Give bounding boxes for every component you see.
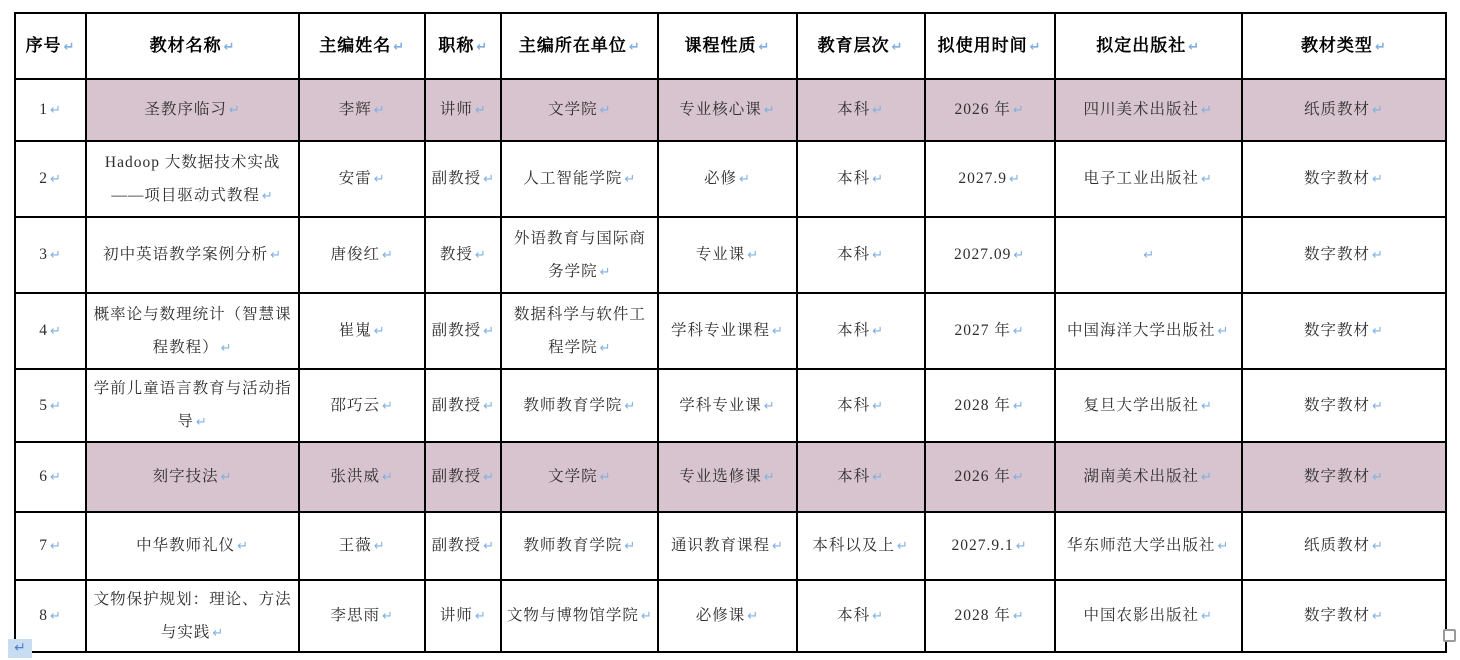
header-cell-serial-number[interactable] [15, 13, 86, 79]
cell-planned-publisher[interactable] [1055, 512, 1242, 580]
cell-textbook-name[interactable] [86, 79, 299, 141]
cell-planned-use-time[interactable] [925, 512, 1055, 580]
header-textbook-type-text: 教材类型 [1300, 36, 1373, 56]
cell-planned-publisher-text: 中国海洋大学出版社 [1067, 322, 1216, 340]
cell-textbook-name-text: 圣教序临习 [144, 101, 227, 119]
cell-textbook-type[interactable] [1242, 369, 1446, 442]
end-of-cell-mark-icon: ↵ [220, 341, 233, 356]
end-of-cell-mark-icon: ↵ [599, 265, 612, 280]
cell-education-level-text: 本科 [837, 170, 871, 188]
cell-textbook-name-text: 中华教师礼仪 [136, 536, 236, 554]
cell-planned-publisher-text: 电子工业出版社 [1083, 170, 1200, 188]
cell-textbook-type-text: 数字教材 [1303, 170, 1370, 188]
cell-serial-number-text: 6 [39, 467, 48, 485]
end-of-cell-mark-icon: ↵ [1371, 172, 1384, 188]
header-planned-use-time-text: 拟使用时间 [937, 36, 1028, 56]
cell-editor-name-text: 李思雨 [330, 607, 381, 625]
cell-editor-title-text: 副教授 [431, 322, 482, 340]
cell-textbook-type[interactable] [1242, 442, 1446, 512]
cell-editor-name[interactable] [299, 79, 425, 141]
table-row [15, 293, 1446, 369]
cell-serial-number-text: 7 [39, 536, 48, 554]
cell-textbook-name[interactable] [86, 141, 299, 217]
cell-serial-number-text: 3 [39, 246, 48, 264]
cell-course-nature[interactable] [658, 580, 796, 653]
end-of-cell-mark-icon: ↵ [373, 172, 386, 188]
header-cell-education-level[interactable] [797, 13, 925, 79]
end-of-cell-mark-icon: ↵ [872, 172, 885, 188]
cell-editor-name[interactable] [299, 512, 425, 580]
cell-education-level-text: 本科 [837, 607, 871, 625]
cell-textbook-type[interactable] [1242, 293, 1446, 369]
end-of-cell-mark-icon: ↵ [872, 103, 885, 119]
end-of-cell-mark-icon: ↵ [872, 248, 885, 264]
cell-course-nature[interactable] [658, 369, 796, 442]
header-cell-planned-publisher[interactable] [1055, 13, 1242, 79]
end-of-cell-mark-icon: ↵ [220, 469, 233, 485]
end-of-cell-mark-icon: ↵ [474, 248, 487, 264]
cell-course-nature[interactable] [658, 442, 796, 512]
header-cell-course-nature[interactable] [658, 13, 796, 79]
cell-course-nature[interactable] [658, 512, 796, 580]
end-of-cell-mark-icon: ↵ [891, 40, 904, 56]
end-of-cell-mark-icon: ↵ [49, 469, 62, 485]
cell-textbook-type[interactable] [1242, 141, 1446, 217]
cell-serial-number[interactable] [15, 79, 86, 141]
cell-textbook-name[interactable] [86, 369, 299, 442]
cell-serial-number[interactable] [15, 512, 86, 580]
cell-education-level[interactable] [797, 369, 925, 442]
table-row [15, 369, 1446, 442]
cell-planned-publisher[interactable] [1055, 580, 1242, 653]
table-body [15, 79, 1446, 652]
end-of-cell-mark-icon: ↵ [872, 609, 885, 625]
cell-editor-name[interactable] [299, 369, 425, 442]
end-of-cell-mark-icon: ↵ [628, 40, 641, 56]
end-of-cell-mark-icon: ↵ [474, 103, 487, 119]
cell-serial-number-text: 8 [39, 607, 48, 625]
cell-planned-use-time-text: 2027.9 [958, 170, 1007, 188]
cell-serial-number[interactable] [15, 293, 86, 369]
header-editor-title-text: 职称 [438, 36, 475, 56]
end-of-cell-mark-icon: ↵ [1201, 609, 1213, 625]
end-of-cell-mark-icon: ↵ [739, 172, 751, 188]
end-of-cell-mark-icon: ↵ [1012, 103, 1025, 119]
end-of-cell-mark-icon: ↵ [49, 324, 62, 340]
cell-textbook-type-text: 数字教材 [1303, 246, 1370, 264]
header-editor-unit-text: 主编所在单位 [518, 36, 627, 56]
textbook-plan-table [14, 12, 1447, 653]
cell-editor-unit-text: 教师教育学院 [523, 396, 623, 414]
end-of-cell-mark-icon: ↵ [1012, 398, 1025, 414]
cell-textbook-name-text: 文物保护规划：理论、方法与实践 [93, 590, 292, 641]
table-row [15, 217, 1446, 293]
cell-planned-use-time-text: 2028 年 [954, 396, 1011, 414]
end-of-cell-mark-icon: ↵ [772, 324, 784, 340]
end-of-cell-mark-icon: ↵ [1143, 248, 1156, 264]
header-editor-name-text: 主编姓名 [319, 36, 392, 56]
end-of-cell-mark-icon: ↵ [476, 40, 489, 56]
end-of-cell-mark-icon: ↵ [747, 609, 760, 625]
cell-editor-unit[interactable] [501, 512, 658, 580]
end-of-cell-mark-icon: ↵ [599, 341, 612, 356]
end-of-cell-mark-icon: ↵ [237, 538, 250, 554]
cell-serial-number-text: 1 [39, 101, 48, 119]
cell-planned-publisher-text: 湖南美术出版社 [1083, 467, 1200, 485]
end-of-cell-mark-icon: ↵ [763, 103, 776, 119]
cell-editor-title[interactable] [425, 79, 501, 141]
cell-textbook-type[interactable] [1242, 580, 1446, 653]
end-of-cell-mark-icon: ↵ [373, 538, 386, 554]
end-of-cell-mark-icon: ↵ [624, 398, 637, 414]
cell-planned-publisher[interactable] [1055, 141, 1242, 217]
cell-editor-unit-text: 文学院 [548, 467, 598, 485]
cell-education-level[interactable] [797, 580, 925, 653]
cell-planned-use-time[interactable] [925, 79, 1055, 141]
end-of-cell-mark-icon: ↵ [1012, 609, 1025, 625]
end-of-cell-mark-icon: ↵ [1188, 40, 1201, 56]
end-of-cell-mark-icon: ↵ [1015, 538, 1028, 554]
end-of-cell-mark-icon: ↵ [758, 40, 771, 56]
header-planned-publisher-text: 拟定出版社 [1096, 36, 1187, 56]
cell-education-level-text: 本科 [837, 101, 871, 119]
cell-textbook-type-text: 数字教材 [1303, 396, 1370, 414]
cell-textbook-type-text: 数字教材 [1303, 322, 1370, 340]
end-of-cell-mark-icon: ↵ [1201, 103, 1213, 119]
cell-textbook-name-text: Hadoop 大数据技术实战——项目驱动式教程 [104, 153, 281, 204]
header-cell-textbook-type[interactable] [1242, 13, 1446, 79]
cell-editor-name-text: 安雷 [338, 170, 372, 188]
end-of-cell-mark-icon: ↵ [772, 538, 784, 554]
cell-textbook-name[interactable] [86, 217, 299, 293]
cell-planned-publisher[interactable] [1055, 442, 1242, 512]
end-of-cell-mark-icon: ↵ [49, 398, 62, 414]
header-serial-number-text: 序号 [25, 36, 62, 56]
cell-textbook-name[interactable] [86, 442, 299, 512]
end-of-cell-mark-icon: ↵ [49, 609, 62, 625]
cell-editor-unit-text: 数据科学与软件工程学院 [513, 305, 646, 356]
cell-editor-name-text: 李辉 [338, 101, 372, 119]
cell-planned-use-time-text: 2026 年 [954, 467, 1011, 485]
cell-textbook-name[interactable] [86, 512, 299, 580]
cell-course-nature[interactable] [658, 217, 796, 293]
end-of-cell-mark-icon: ↵ [382, 398, 394, 414]
cell-textbook-name[interactable] [86, 580, 299, 653]
end-of-cell-mark-icon: ↵ [393, 40, 406, 56]
cell-education-level-text: 本科 [837, 467, 871, 485]
cell-textbook-type[interactable] [1242, 512, 1446, 580]
cell-planned-use-time-text: 2027.9.1 [951, 536, 1014, 554]
end-of-cell-mark-icon: ↵ [212, 625, 225, 641]
cell-planned-publisher-text: 华东师范大学出版社 [1067, 536, 1216, 554]
return-mark-icon: ↵ [14, 640, 26, 656]
header-row [15, 13, 1446, 79]
end-of-cell-mark-icon: ↵ [872, 324, 885, 340]
cell-course-nature-text: 必修 [704, 170, 738, 188]
cell-editor-title[interactable] [425, 512, 501, 580]
end-of-cell-mark-icon: ↵ [1217, 324, 1230, 340]
cell-editor-title[interactable] [425, 580, 501, 653]
header-cell-editor-name[interactable] [299, 13, 425, 79]
end-of-cell-mark-icon: ↵ [195, 415, 208, 431]
end-of-cell-mark-icon: ↵ [763, 398, 776, 414]
end-of-cell-mark-icon: ↵ [624, 172, 637, 188]
end-of-cell-mark-icon: ↵ [1371, 324, 1384, 340]
end-of-cell-mark-icon: ↵ [1374, 40, 1387, 56]
header-cell-planned-use-time[interactable] [925, 13, 1055, 79]
end-of-cell-mark-icon: ↵ [1371, 609, 1384, 625]
end-of-cell-mark-icon: ↵ [763, 469, 776, 485]
cell-planned-publisher-text: 中国农影出版社 [1083, 607, 1200, 625]
end-of-cell-mark-icon: ↵ [483, 324, 495, 340]
header-cell-editor-title[interactable] [425, 13, 501, 79]
end-of-cell-mark-icon: ↵ [1371, 538, 1384, 554]
end-of-cell-mark-icon: ↵ [223, 40, 236, 56]
cell-planned-publisher-text: 复旦大学出版社 [1083, 396, 1200, 414]
end-of-cell-mark-icon: ↵ [1371, 469, 1384, 485]
end-of-cell-mark-icon: ↵ [261, 189, 274, 204]
cell-textbook-name-text: 学前儿童语言教育与活动指导 [93, 380, 292, 431]
cell-editor-unit[interactable] [501, 79, 658, 141]
header-course-nature-text: 课程性质 [684, 36, 757, 56]
cell-editor-title-text: 副教授 [431, 467, 482, 485]
cell-course-nature-text: 通识教育课程 [671, 536, 771, 554]
cell-serial-number-text: 2 [39, 170, 48, 188]
end-of-cell-mark-icon: ↵ [1371, 248, 1384, 264]
cell-editor-title[interactable] [425, 293, 501, 369]
end-of-cell-mark-icon: ↵ [49, 103, 62, 119]
cell-textbook-name-text: 初中英语教学案例分析 [103, 246, 269, 264]
table-header [15, 13, 1446, 79]
cell-editor-unit[interactable] [501, 369, 658, 442]
cell-textbook-name-text: 概率论与数理统计（智慧课程教程） [93, 305, 292, 356]
cell-editor-name[interactable] [299, 580, 425, 653]
cell-editor-title-text: 副教授 [431, 170, 482, 188]
cell-course-nature-text: 必修课 [695, 607, 746, 625]
cell-course-nature-text: 专业选修课 [679, 467, 762, 485]
cell-planned-use-time[interactable] [925, 293, 1055, 369]
cell-planned-use-time-text: 2026 年 [954, 101, 1011, 119]
end-of-cell-mark-icon: ↵ [1201, 172, 1213, 188]
end-of-cell-mark-icon: ↵ [1012, 469, 1025, 485]
header-education-level-text: 教育层次 [817, 36, 890, 56]
end-of-cell-mark-icon: ↵ [228, 103, 241, 119]
cell-editor-title-text: 副教授 [431, 536, 482, 554]
cell-planned-publisher-text: 四川美术出版社 [1083, 101, 1200, 119]
cell-editor-name[interactable] [299, 141, 425, 217]
end-of-cell-mark-icon: ↵ [270, 248, 283, 264]
cell-editor-name-text: 王薇 [338, 536, 372, 554]
cell-education-level-text: 本科以及上 [812, 536, 895, 554]
cell-course-nature[interactable] [658, 293, 796, 369]
cell-serial-number-text: 5 [39, 396, 48, 414]
end-of-cell-mark-icon: ↵ [49, 538, 62, 554]
cell-planned-use-time[interactable] [925, 369, 1055, 442]
cell-editor-unit[interactable] [501, 217, 658, 293]
end-of-cell-mark-icon: ↵ [1217, 538, 1230, 554]
cell-editor-name[interactable] [299, 217, 425, 293]
cell-editor-unit[interactable] [501, 442, 658, 512]
cell-textbook-type-text: 纸质教材 [1303, 101, 1370, 119]
cell-editor-name-text: 邵巧云 [330, 396, 381, 414]
table-row [15, 79, 1446, 141]
cell-education-level[interactable] [797, 442, 925, 512]
cell-planned-use-time[interactable] [925, 141, 1055, 217]
cell-course-nature-text: 学科专业课 [679, 396, 762, 414]
cell-editor-title[interactable] [425, 442, 501, 512]
cell-editor-unit-text: 文学院 [548, 101, 598, 119]
cell-course-nature[interactable] [658, 141, 796, 217]
end-of-cell-mark-icon: ↵ [599, 103, 612, 119]
header-cell-textbook-name[interactable] [86, 13, 299, 79]
cell-editor-unit[interactable] [501, 580, 658, 653]
cell-planned-publisher[interactable] [1055, 79, 1242, 141]
table-row [15, 512, 1446, 580]
cell-education-level-text: 本科 [837, 322, 871, 340]
end-of-cell-mark-icon: ↵ [1008, 172, 1021, 188]
table-row [15, 141, 1446, 217]
end-of-cell-mark-icon: ↵ [483, 398, 495, 414]
cell-editor-unit-text: 外语教育与国际商务学院 [513, 229, 646, 280]
cell-editor-name-text: 张洪威 [330, 467, 381, 485]
cell-textbook-name-text: 刻字技法 [152, 467, 219, 485]
end-of-cell-mark-icon: ↵ [382, 248, 394, 264]
cell-editor-name[interactable] [299, 442, 425, 512]
cell-editor-title-text: 讲师 [439, 101, 473, 119]
paragraph-mark-below-table [8, 639, 32, 658]
cell-course-nature-text: 专业课 [695, 246, 746, 264]
cell-education-level-text: 本科 [837, 396, 871, 414]
cell-textbook-type-text: 纸质教材 [1303, 536, 1370, 554]
end-of-cell-mark-icon: ↵ [1201, 469, 1213, 485]
cell-planned-use-time[interactable] [925, 580, 1055, 653]
end-of-cell-mark-icon: ↵ [483, 469, 495, 485]
cell-serial-number-text: 4 [39, 322, 48, 340]
cell-textbook-type[interactable] [1242, 79, 1446, 141]
cell-textbook-name[interactable] [86, 293, 299, 369]
cell-editor-title[interactable] [425, 369, 501, 442]
cell-editor-title-text: 讲师 [439, 607, 473, 625]
cell-editor-unit[interactable] [501, 293, 658, 369]
cell-serial-number[interactable] [15, 141, 86, 217]
cell-planned-use-time[interactable] [925, 217, 1055, 293]
end-of-cell-mark-icon: ↵ [483, 538, 495, 554]
cell-planned-use-time-text: 2027.09 [953, 246, 1012, 264]
cell-textbook-type-text: 数字教材 [1303, 467, 1370, 485]
end-of-cell-mark-icon: ↵ [382, 469, 394, 485]
end-of-cell-mark-icon: ↵ [483, 172, 495, 188]
cell-education-level[interactable] [797, 217, 925, 293]
end-of-cell-mark-icon: ↵ [373, 103, 386, 119]
cell-textbook-type[interactable] [1242, 217, 1446, 293]
table-row [15, 580, 1446, 653]
end-of-cell-mark-icon: ↵ [624, 538, 637, 554]
end-of-cell-mark-icon: ↵ [1201, 398, 1213, 414]
cell-education-level-text: 本科 [837, 246, 871, 264]
cell-planned-publisher[interactable] [1055, 369, 1242, 442]
cell-textbook-type-text: 数字教材 [1303, 607, 1370, 625]
cell-planned-use-time-text: 2027 年 [954, 322, 1011, 340]
cell-course-nature[interactable] [658, 79, 796, 141]
table-resize-handle[interactable] [1443, 629, 1456, 642]
cell-course-nature-text: 专业核心课 [679, 101, 762, 119]
end-of-cell-mark-icon: ↵ [1371, 398, 1384, 414]
end-of-cell-mark-icon: ↵ [872, 469, 885, 485]
cell-planned-publisher[interactable] [1055, 293, 1242, 369]
header-textbook-name-text: 教材名称 [149, 36, 222, 56]
end-of-cell-mark-icon: ↵ [1029, 40, 1042, 56]
end-of-cell-mark-icon: ↵ [640, 609, 653, 625]
cell-education-level[interactable] [797, 79, 925, 141]
table-row [15, 442, 1446, 512]
cell-education-level[interactable] [797, 293, 925, 369]
cell-editor-title-text: 副教授 [431, 396, 482, 414]
end-of-cell-mark-icon: ↵ [49, 172, 62, 188]
cell-education-level[interactable] [797, 141, 925, 217]
cell-editor-unit[interactable] [501, 141, 658, 217]
cell-editor-title-text: 教授 [439, 246, 473, 264]
cell-editor-name[interactable] [299, 293, 425, 369]
end-of-cell-mark-icon: ↵ [49, 248, 62, 264]
end-of-cell-mark-icon: ↵ [747, 248, 760, 264]
cell-editor-name-text: 唐俊红 [330, 246, 381, 264]
cell-education-level[interactable] [797, 512, 925, 580]
cell-editor-name-text: 崔嵬 [338, 322, 372, 340]
cell-planned-use-time[interactable] [925, 442, 1055, 512]
end-of-cell-mark-icon: ↵ [1013, 248, 1026, 264]
cell-course-nature-text: 学科专业课程 [671, 322, 771, 340]
end-of-cell-mark-icon: ↵ [373, 324, 386, 340]
cell-editor-title[interactable] [425, 217, 501, 293]
end-of-cell-mark-icon: ↵ [1012, 324, 1025, 340]
end-of-cell-mark-icon: ↵ [474, 609, 487, 625]
end-of-cell-mark-icon: ↵ [382, 609, 394, 625]
cell-planned-publisher[interactable] [1055, 217, 1242, 293]
cell-editor-title[interactable] [425, 141, 501, 217]
end-of-cell-mark-icon: ↵ [63, 40, 76, 56]
cell-editor-unit-text: 文物与博物馆学院 [506, 607, 639, 625]
cell-editor-unit-text: 教师教育学院 [523, 536, 623, 554]
cell-serial-number[interactable] [15, 217, 86, 293]
end-of-cell-mark-icon: ↵ [1371, 103, 1384, 119]
end-of-cell-mark-icon: ↵ [872, 398, 885, 414]
cell-serial-number[interactable] [15, 442, 86, 512]
cell-planned-use-time-text: 2028 年 [954, 607, 1011, 625]
header-cell-editor-unit[interactable] [501, 13, 658, 79]
end-of-cell-mark-icon: ↵ [896, 538, 909, 554]
cell-serial-number[interactable] [15, 369, 86, 442]
cell-editor-unit-text: 人工智能学院 [523, 170, 623, 188]
end-of-cell-mark-icon: ↵ [599, 469, 612, 485]
